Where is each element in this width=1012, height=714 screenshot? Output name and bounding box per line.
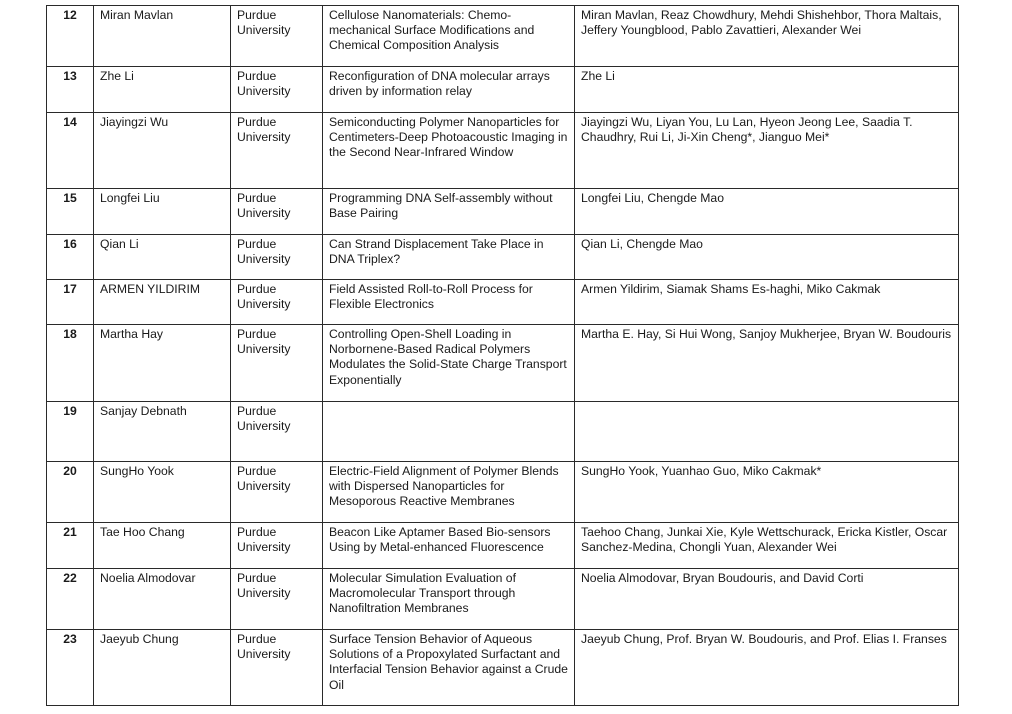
presenter-name: Miran Mavlan — [94, 6, 231, 67]
presenter-name: Qian Li — [94, 235, 231, 280]
row-number: 14 — [47, 113, 94, 189]
institution: Purdue University — [231, 630, 323, 706]
authors: SungHo Yook, Yuanhao Guo, Miko Cakmak* — [575, 462, 959, 523]
table-row — [47, 325, 959, 402]
institution: Purdue University — [231, 280, 323, 325]
authors: Armen Yildirim, Siamak Shams Es-haghi, Miko Cakmak — [575, 280, 959, 325]
presenter-name: Longfei Liu — [94, 189, 231, 235]
table-row — [47, 402, 959, 462]
poster-title: Electric-Field Alignment of Polymer Blends with Dispersed Nanoparticles for Mesoporous Reactive Membranes — [323, 462, 575, 523]
poster-title: Field Assisted Roll-to-Roll Process for Flexible Electronics — [323, 280, 575, 325]
institution: Purdue University — [231, 569, 323, 630]
authors: Qian Li, Chengde Mao — [575, 235, 959, 280]
presenter-name: Jiayingzi Wu — [94, 113, 231, 189]
authors: Taehoo Chang, Junkai Xie, Kyle Wettschurack, Ericka Kistler, Oscar Sanchez-Medina, Chongli Yuan, Alexander Wei — [575, 523, 959, 569]
authors: Jiayingzi Wu, Liyan You, Lu Lan, Hyeon Jeong Lee, Saadia T. Chaudhry, Rui Li, Ji-Xin Cheng*, Jianguo Mei* — [575, 113, 959, 189]
presenter-name: Zhe Li — [94, 67, 231, 113]
row-number: 22 — [47, 569, 94, 630]
presenter-name: ARMEN YILDIRIM — [94, 280, 231, 325]
presenter-table — [46, 5, 959, 706]
authors: Martha E. Hay, Si Hui Wong, Sanjoy Mukherjee, Bryan W. Boudouris — [575, 325, 959, 402]
institution: Purdue University — [231, 6, 323, 67]
poster-title: Controlling Open-Shell Loading in Norbornene-Based Radical Polymers Modulates the Solid-State Charge Transport Exponentially — [323, 325, 575, 402]
table-row — [47, 569, 959, 630]
row-number: 13 — [47, 67, 94, 113]
authors: Jaeyub Chung, Prof. Bryan W. Boudouris, and Prof. Elias I. Franses — [575, 630, 959, 706]
table-row — [47, 189, 959, 235]
authors: Longfei Liu, Chengde Mao — [575, 189, 959, 235]
table-row — [47, 113, 959, 189]
presenter-name: Sanjay Debnath — [94, 402, 231, 462]
presenter-name: SungHo Yook — [94, 462, 231, 523]
authors: Zhe Li — [575, 67, 959, 113]
authors: Miran Mavlan, Reaz Chowdhury, Mehdi Shishehbor, Thora Maltais, Jeffery Youngblood, Pablo Zavattieri, Alexander Wei — [575, 6, 959, 67]
table-row — [47, 630, 959, 706]
table-row — [47, 462, 959, 523]
table-row — [47, 523, 959, 569]
poster-title: Can Strand Displacement Take Place in DNA Triplex? — [323, 235, 575, 280]
poster-title: Beacon Like Aptamer Based Bio-sensors Using by Metal-enhanced Fluorescence — [323, 523, 575, 569]
institution: Purdue University — [231, 113, 323, 189]
table-row — [47, 6, 959, 67]
row-number: 18 — [47, 325, 94, 402]
institution: Purdue University — [231, 402, 323, 462]
row-number: 21 — [47, 523, 94, 569]
table-row — [47, 67, 959, 113]
table-row — [47, 280, 959, 325]
poster-title — [323, 402, 575, 462]
row-number: 12 — [47, 6, 94, 67]
institution: Purdue University — [231, 67, 323, 113]
institution: Purdue University — [231, 235, 323, 280]
institution: Purdue University — [231, 325, 323, 402]
row-number: 23 — [47, 630, 94, 706]
row-number: 15 — [47, 189, 94, 235]
institution: Purdue University — [231, 523, 323, 569]
poster-title: Cellulose Nanomaterials: Chemo-mechanical Surface Modifications and Chemical Composition Analysis — [323, 6, 575, 67]
poster-title: Semiconducting Polymer Nanoparticles for Centimeters-Deep Photoacoustic Imaging in the Second Near-Infrared Window — [323, 113, 575, 189]
poster-title: Programming DNA Self-assembly without Base Pairing — [323, 189, 575, 235]
presenter-name: Noelia Almodovar — [94, 569, 231, 630]
institution: Purdue University — [231, 189, 323, 235]
row-number: 20 — [47, 462, 94, 523]
row-number: 19 — [47, 402, 94, 462]
table-row — [47, 235, 959, 280]
institution: Purdue University — [231, 462, 323, 523]
row-number: 16 — [47, 235, 94, 280]
authors — [575, 402, 959, 462]
presenter-name: Jaeyub Chung — [94, 630, 231, 706]
poster-title: Reconfiguration of DNA molecular arrays driven by information relay — [323, 67, 575, 113]
presenter-name: Martha Hay — [94, 325, 231, 402]
poster-title: Molecular Simulation Evaluation of Macromolecular Transport through Nanofiltration Membranes — [323, 569, 575, 630]
poster-title: Surface Tension Behavior of Aqueous Solutions of a Propoxylated Surfactant and Interfacial Tension Behavior against a Crude Oil — [323, 630, 575, 706]
row-number: 17 — [47, 280, 94, 325]
authors: Noelia Almodovar, Bryan Boudouris, and David Corti — [575, 569, 959, 630]
presenter-name: Tae Hoo Chang — [94, 523, 231, 569]
